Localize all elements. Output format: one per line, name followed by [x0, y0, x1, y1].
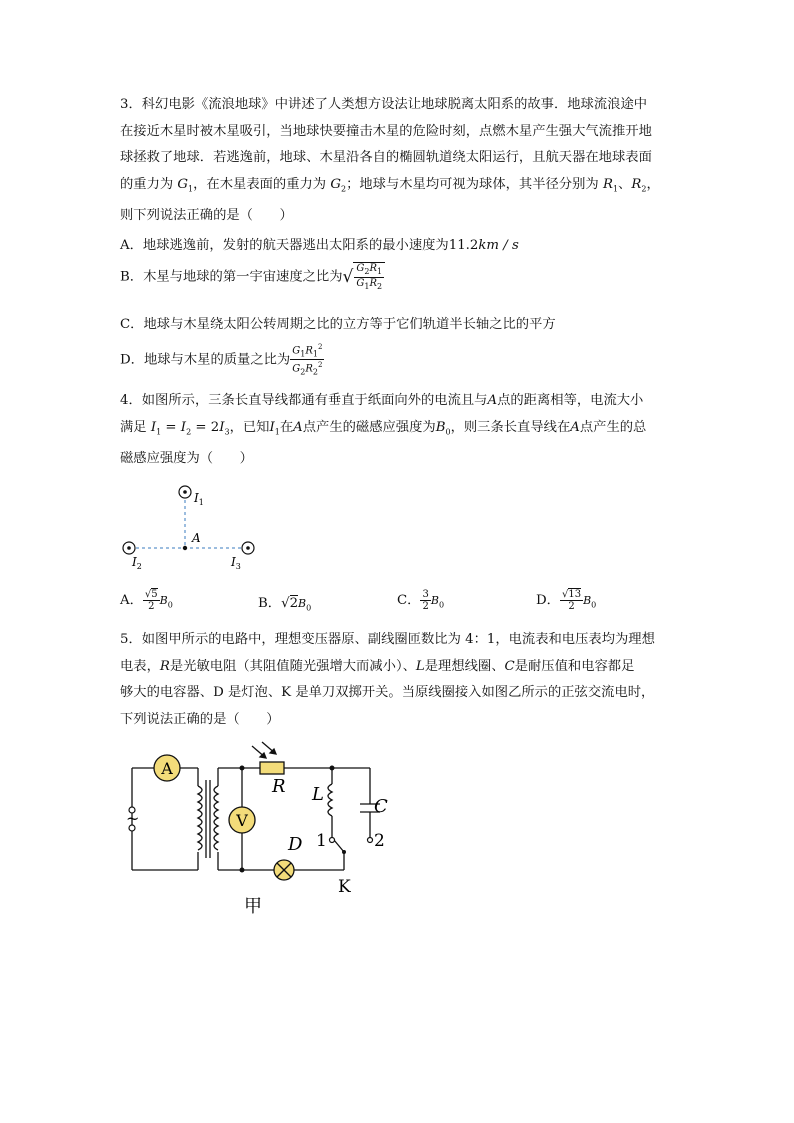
q5-stem-line-4: 下列说法正确的是（ ） — [120, 711, 280, 727]
q4-option-b[interactable]: B．$√2B_0$ — [258, 596, 312, 613]
ammeter-icon — [154, 755, 180, 781]
label-c: C — [374, 796, 388, 817]
figure-caption: 甲 — [244, 896, 262, 917]
q3-option-a[interactable]: A．地球逃逸前，发射的航天器逃出太阳系的最小速度为11.2km / s — [120, 238, 519, 253]
q5-stem-line-2: 电表，R是光敏电阻（其阻值随光强增大而减小）、L是理想线圈、C是耐压值和电容都足 — [120, 658, 635, 674]
label-l: L — [312, 784, 324, 805]
label-a: A — [192, 531, 201, 545]
svg-text:V: V — [236, 811, 248, 830]
wire-i1-icon — [179, 486, 191, 498]
lamp-icon — [274, 860, 294, 880]
q3-stem-line-1: 3．科幻电影《流浪地球》中讲述了人类想方设法让地球脱离太阳系的故事．地球流浪途中 — [120, 97, 648, 112]
question-5 — [120, 627, 680, 733]
q3-option-b[interactable]: B．木星与地球的第一宇宙速度之比为√ $\frac{G_2R_1}{G_1R_2}$ — [120, 262, 385, 292]
label-i3: $I_3$ — [231, 555, 241, 571]
q4-stem-line-1: 4．如图所示，三条长直导线都通有垂直于纸面向外的电流且与A点的距离相等，电流大小 — [120, 393, 644, 408]
question-4 — [120, 388, 680, 472]
q4-stem-line-2: 满足 $I_1 = I_2 = 2I_3$，已知$I_1$在A点产生的磁感应强度为$B_0$，则三条长直导线在A点产生的总 — [120, 419, 647, 437]
label-k: K — [338, 877, 351, 897]
q4-stem-line-3: 磁感应强度为（ ） — [120, 450, 253, 466]
q3-option-d[interactable]: D．地球与木星的质量之比为 $\frac{G_1R_1^2}{G_2R_2^2}$ — [120, 343, 323, 377]
q4-option-c[interactable]: C． $\frac{3}{2}$ $B_0$ — [397, 589, 445, 612]
wire-i2-icon — [123, 542, 135, 554]
label-i1: $I_1$ — [194, 491, 204, 507]
q3-stem-line-3: 球拯救了地球．若逃逸前，地球、木星沿各自的椭圆轨道绕太阳运行，且航天器在地球表面 — [120, 150, 652, 165]
label-2: 2 — [374, 831, 385, 851]
q3-stem-line-5: 则下列说法正确的是（ ） — [120, 207, 293, 223]
ac-source-label: ~ — [126, 809, 140, 828]
q3-stem-line-4: 的重力为 $G_1$，在木星表面的重力为 $G_2$；地球与木星均可视为球体，其半径分别为 $R_1$、$R_2$， — [120, 176, 660, 194]
question-3 — [120, 92, 680, 229]
q4-option-d[interactable]: D． $\frac{√13}{2}$ $B_0$ — [536, 589, 597, 612]
q5-stem-line-3: 够大的电容器、D 是灯泡、K 是单刀双掷开关。当原线圈接入如图乙所示的正弦交流电时， — [120, 685, 655, 700]
q5-stem-line-1: 5．如图甲所示的电路中，理想变压器原、副线圈匝数比为 4：1，电流表和电压表均为理想 — [120, 632, 655, 647]
label-r: R — [272, 776, 286, 797]
svg-text:A: A — [161, 759, 173, 778]
wire-i3-icon — [242, 542, 254, 554]
label-d: D — [288, 834, 303, 855]
point-a — [183, 546, 187, 550]
q4-option-a[interactable]: A． $\frac{√5}{2}$ $B_0$ — [120, 589, 173, 612]
q3-stem-line-2: 在接近木星时被木星吸引，当地球快要撞击木星的危险时刻，点燃木星产生强大气流推开地 — [120, 123, 652, 139]
label-1: 1 — [316, 831, 327, 851]
voltmeter-icon — [229, 807, 255, 833]
label-i2: $I_2$ — [132, 555, 142, 571]
q5-circuit-diagram — [120, 740, 410, 920]
q3-option-c[interactable]: C．地球与木星绕太阳公转周期之比的立方等于它们轨道半长轴之比的平方 — [120, 317, 556, 332]
q4-wire-diagram — [110, 478, 280, 578]
